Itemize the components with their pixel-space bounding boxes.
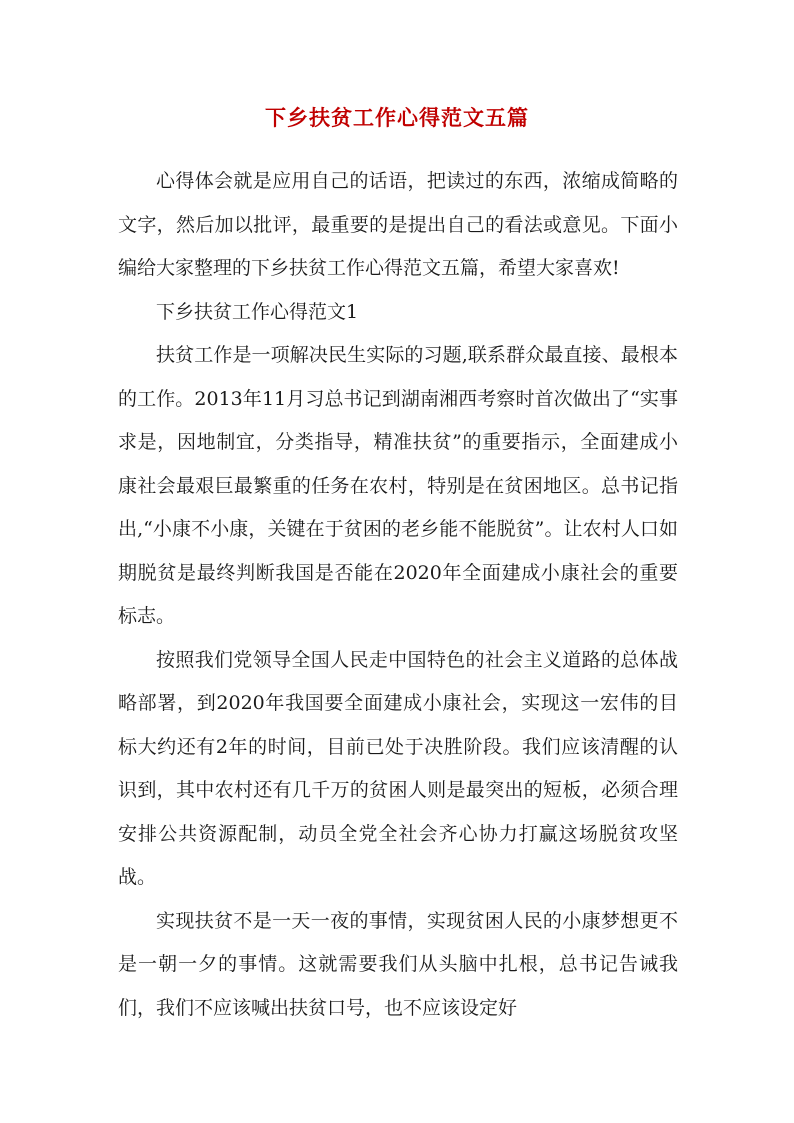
body-paragraph: 扶贫工作是一项解决民生实际的习题,联系群众最直接、最根本的工作。2013年11月习总书记到湖南湘西考察时首次做出了“实事求是，因地制宜，分类指导，精准扶贫”的重要指示，全面建成小康社会最艰巨最繁重的任务在农村，特别是在贫困地区。总书记指出,“小康不小康，关键在于贫困的老乡能不能脱贫”。让农村人口如期脱贫是最终判断我国是否能在2020年全面建成小康社会的重要标志。 — [118, 344, 678, 627]
document-body — [118, 160, 678, 1030]
intro-paragraph: 心得体会就是应用自己的话语，把读过的东西，浓缩成简略的文字，然后加以批评，最重要的是提出自己的看法或意见。下面小编给大家整理的下乡扶贫工作心得范文五篇，希望大家喜欢! — [118, 170, 678, 279]
section-heading: 下乡扶贫工作心得范文1 — [156, 300, 359, 323]
document-title: 下乡扶贫工作心得范文五篇 — [265, 105, 529, 130]
body-paragraph: 按照我们党领导全国人民走中国特色的社会主义道路的总体战略部署，到2020年我国要全面建成小康社会，实现这一宏伟的目标大约还有2年的时间，目前已处于决胜阶段。我们应该清醒的认识到，其中农村还有几千万的贫困人则是最突出的短板，必须合理安排公共资源配制，动员全党全社会齐心协力打赢这场脱贫攻坚战。 — [118, 648, 678, 888]
body-paragraph: 实现扶贫不是一天一夜的事情，实现贫困人民的小康梦想更不是一朝一夕的事情。这就需要我们从头脑中扎根，总书记告诫我们，我们不应该喊出扶贫口号，也不应该设定好 — [118, 909, 678, 1019]
